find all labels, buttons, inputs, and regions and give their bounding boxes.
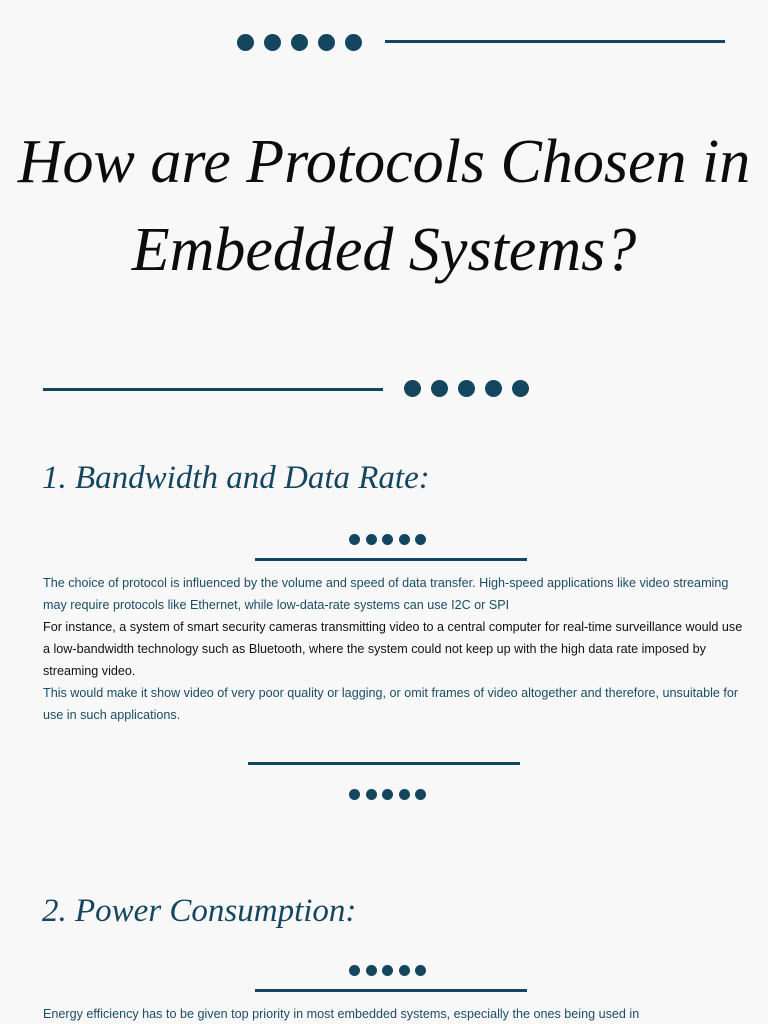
- section-1-bottom-divider-line: [248, 762, 520, 765]
- section-1-divider-line: [255, 558, 527, 561]
- ornament-dot: [349, 789, 360, 800]
- ornament-dot: [318, 34, 335, 51]
- ornament-dot: [382, 965, 393, 976]
- paragraph: Energy efficiency has to be given top priority in most embedded systems, especially the ones being used in: [43, 1007, 640, 1021]
- ornament-dot: [415, 789, 426, 800]
- ornament-dot: [366, 789, 377, 800]
- ornament-dot: [431, 380, 448, 397]
- section-1-dots-ornament: [349, 534, 426, 545]
- ornament-dot: [485, 380, 502, 397]
- paragraph: The choice of protocol is influenced by the volume and speed of data transfer. High-speed applications like video streaming may require protocols like Ethernet, while low-data-rate systems can use I2C or SPI: [43, 576, 729, 612]
- ornament-dot: [345, 34, 362, 51]
- ornament-dot: [458, 380, 475, 397]
- ornament-dot: [264, 34, 281, 51]
- page-title: [0, 118, 768, 294]
- ornament-dot: [399, 534, 410, 545]
- ornament-dot: [382, 789, 393, 800]
- title-dots-ornament: [404, 380, 529, 397]
- ornament-dot: [415, 534, 426, 545]
- section-2-body: [43, 1003, 743, 1024]
- section-2-divider-line: [255, 989, 527, 992]
- ornament-dot: [366, 534, 377, 545]
- section-1-body: [43, 572, 743, 726]
- top-divider-line: [385, 40, 725, 43]
- ornament-dot: [237, 34, 254, 51]
- paragraph: This would make it show video of very poor quality or lagging, or omit frames of video altogether and therefore, unsuitable for use in such applications.: [43, 686, 739, 722]
- ornament-dot: [349, 965, 360, 976]
- section-heading-power: 2. Power Consumption:: [42, 893, 357, 929]
- paragraph: For instance, a system of smart security cameras transmitting video to a central computer for real-time surveillance would use a low-bandwidth technology such as Bluetooth, where the system could not keep up with the high data rate imposed by streaming video.: [43, 620, 743, 678]
- top-dots-ornament: [237, 34, 362, 51]
- ornament-dot: [415, 965, 426, 976]
- ornament-dot: [291, 34, 308, 51]
- section-1-bottom-dots-ornament: [349, 789, 426, 800]
- page-title-line-1: How are Protocols Chosen in: [17, 128, 751, 196]
- ornament-dot: [366, 965, 377, 976]
- page-title-line-2: Embedded Systems?: [131, 216, 637, 284]
- ornament-dot: [512, 380, 529, 397]
- ornament-dot: [349, 534, 360, 545]
- ornament-dot: [382, 534, 393, 545]
- ornament-dot: [399, 789, 410, 800]
- title-divider-line: [43, 388, 383, 391]
- ornament-dot: [404, 380, 421, 397]
- ornament-dot: [399, 965, 410, 976]
- section-heading-bandwidth: 1. Bandwidth and Data Rate:: [42, 460, 430, 496]
- section-2-dots-ornament: [349, 965, 426, 976]
